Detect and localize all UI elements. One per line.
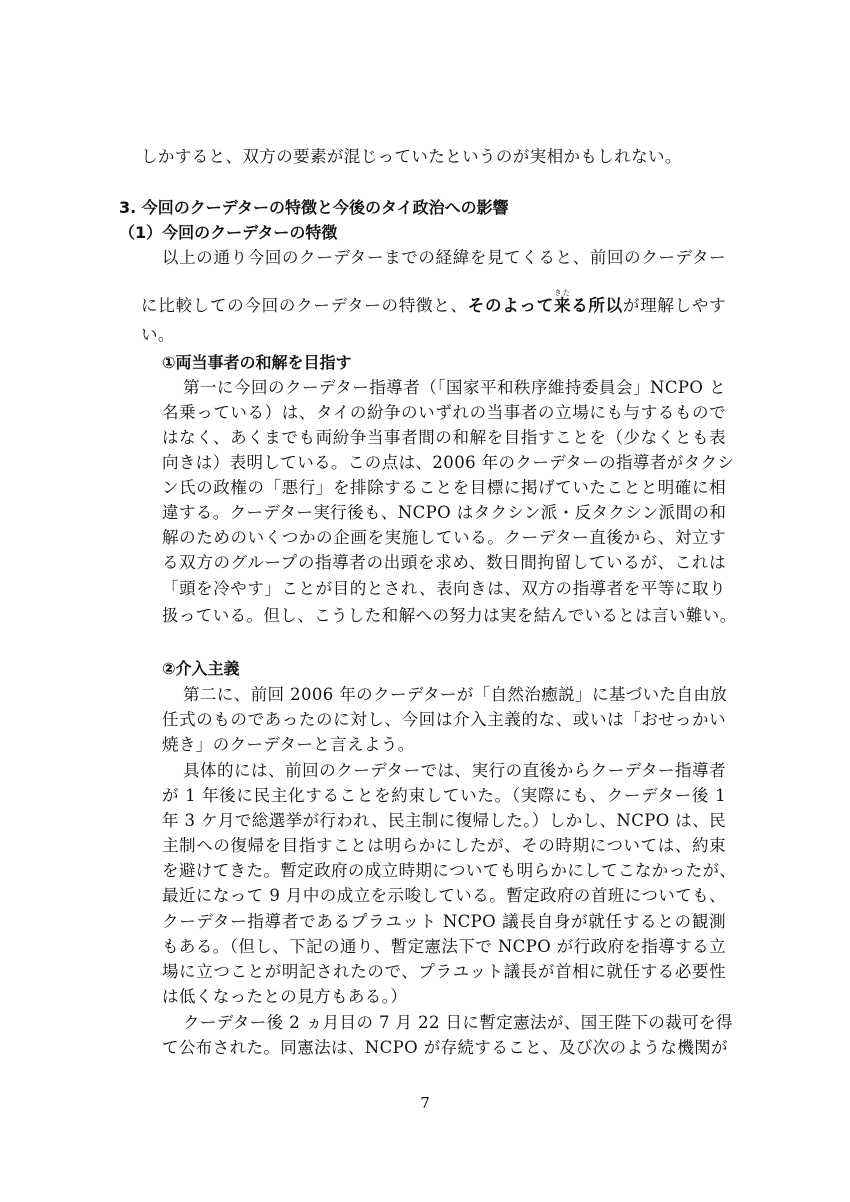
body-line: は低くなったとの見方もある。） [162, 987, 408, 1006]
body-line: 具体的には、前回のクーデターでは、実行の直後からクーデター指導者 [183, 761, 726, 780]
body-line: 主制への復帰を目指すことは明らかにしたが、その時期については、約束 [162, 836, 726, 855]
body-line: て公布された。同憲法は、NCPO が存続すること、及び次のような機関が [162, 1038, 728, 1057]
body-line: クーデター後 2 ヵ月目の 7 月 22 日に暫定憲法が、国王陛下の裁可を得 [183, 1013, 733, 1032]
body-line: 名乗っている）は、タイの紛争のいずれの当事者の立場にも与するもので [162, 403, 726, 422]
subsection-heading: （1）今回のクーデターの特徴 [119, 223, 338, 242]
body-line: る双方のグループの指導者の出頭を求め、数日間拘留しているが、これは [162, 553, 726, 572]
page-number: 7 [420, 1094, 430, 1112]
body-line: 年 3 ケ月で総選挙が行われ、民主制に復帰した。）しかし、NCPO は、民 [162, 811, 726, 830]
body-line: 違する。クーデター実行後も、NCPO はタクシン派・反タクシン派間の和 [162, 503, 727, 522]
body-line: 解のためのいくつかの企画を実施している。クーデター直後から、対立す [162, 528, 726, 547]
body-line: 向きは）表明している。この点は、2006 年のクーデターの指導者がタクシ [162, 453, 735, 472]
emphasis-text: そのよって来きたる所以 [467, 289, 623, 315]
body-line: しかすると、双方の要素が混じっていたというのが実相かもしれない。 [141, 147, 682, 166]
ruby-annotation: 来きた [553, 289, 572, 315]
body-line: 任式のものであったのに対し、今回は介入主義的な、或いは「おせっかい [162, 710, 726, 729]
body-line: 第一に今回のクーデター指導者（「国家平和秩序維持委員会」NCPO と [183, 378, 726, 397]
body-line: 扱っている。但し、こうした和解への努力は実を結んでいるとは言い難い。 [162, 606, 737, 625]
body-line-with-emphasis [141, 289, 726, 318]
body-line: 場に立つことが明記されたので、プラユット議長が首相に就任する必要性 [162, 962, 726, 981]
body-line: を避けてきた。暫定政府の成立時期についても明らかにしてこなかったが、 [162, 861, 737, 880]
body-line: 最近になって 9 月中の成立を示唆している。暫定政府の首班についても、 [162, 886, 726, 905]
body-line: 以上の通り今回のクーデターまでの経緯を見てくると、前回のクーデター [162, 248, 726, 267]
body-line: が 1 年後に民主化することを約束していた。（実際にも、クーデター後 1 [162, 786, 726, 805]
body-line: 「頭を冷やす」ことが目的とされ、表向きは、双方の指導者を平等に取り [162, 579, 726, 598]
body-line: ン氏の政権の「悪行」を排除することを目標に掲げていたことと明確に相 [162, 478, 726, 497]
item-heading: ②介入主義 [162, 659, 240, 678]
section-heading: 3. 今回のクーデターの特徴と今後のタイ政治への影響 [119, 198, 509, 217]
body-text: が理解しやす [622, 296, 727, 315]
body-line: はなく、あくまでも両紛争当事者間の和解を目指すことを（少なくとも表 [162, 428, 726, 447]
body-line: 第二に、前回 2006 年のクーデターが「自然治癒説」に基づいた自由放 [183, 685, 728, 704]
body-line: クーデター指導者であるプラユット NCPO 議長自身が就任するとの観測 [162, 912, 726, 931]
item-heading: ①両当事者の和解を目指す [162, 353, 352, 372]
body-line: もある。（但し、下記の通り、暫定憲法下で NCPO が行政府を指導する立 [162, 937, 726, 956]
body-line: 焼き」のクーデターと言えよう。 [162, 735, 415, 754]
body-text: に比較しての今回のクーデターの特徴と、 [141, 296, 468, 315]
body-line: い。 [141, 325, 175, 344]
